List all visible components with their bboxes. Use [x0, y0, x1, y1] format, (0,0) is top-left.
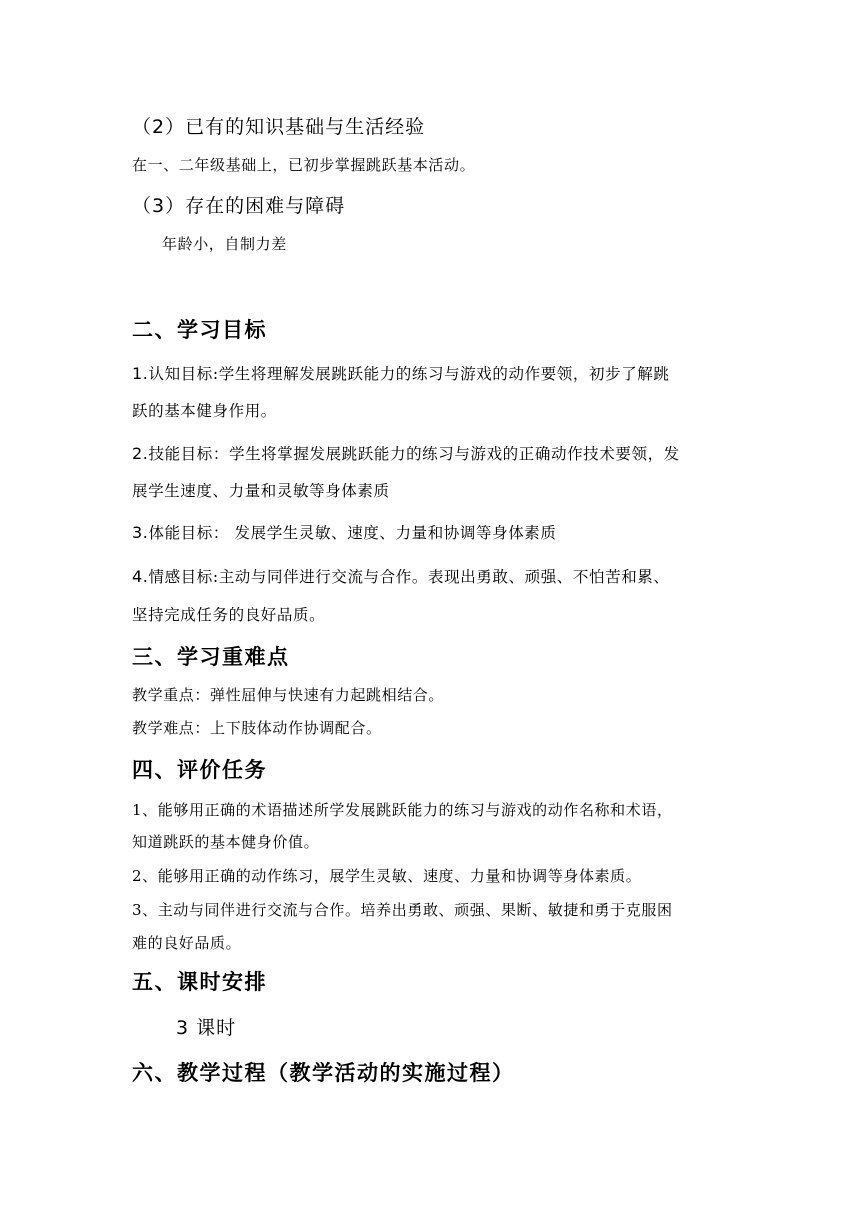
goal-item-2-continuation: 展学生速度、力量和灵敏等身体素质 [132, 482, 390, 500]
goal-text: 情感目标:主动与同伴进行交流与合作。表现出勇敢、顽强、不怕苦和累、 [148, 568, 670, 586]
goal-item-3 [132, 525, 557, 542]
goal-number: 3. [132, 523, 149, 542]
goal-number: 4. [132, 567, 149, 586]
evaluation-item-1-continuation: 知道跳跃的基本健身价值。 [132, 833, 320, 851]
evaluation-item-3-continuation: 难的良好品质。 [132, 934, 242, 952]
prior-knowledge-heading: （2）已有的知识基础与生活经验 [132, 116, 426, 138]
prior-knowledge-text: 在一、二年级基础上，已初步掌握跳跃基本活动。 [132, 156, 476, 174]
goal-item-4-continuation: 坚持完成任务的良好品质。 [132, 606, 326, 624]
goal-text: 技能目标：学生将掌握发展跳跃能力的练习与游戏的正确动作技术要领，发 [148, 445, 680, 463]
teaching-focus: 教学重点：弹性屈伸与快速有力起跳相结合。 [132, 686, 445, 704]
evaluation-item-1: 1、能够用正确的术语描述所学发展跳跃能力的练习与游戏的动作名称和术语， [132, 801, 673, 819]
goal-item-1 [132, 366, 670, 383]
learning-goals-heading: 二、学习目标 [132, 318, 267, 342]
evaluation-item-3: 3、主动与同伴进行交流与合作。培养出勇敢、顽强、果断、敏捷和勇于克服困 [132, 901, 673, 919]
goal-text: 体能目标： 发展学生灵敏、速度、力量和协调等身体素质 [148, 524, 557, 542]
teaching-difficulty: 教学难点：上下肢体动作协调配合。 [132, 719, 382, 737]
obstacles-text: 年龄小，自制力差 [162, 235, 287, 253]
goal-text: 认知目标:学生将理解发展跳跃能力的练习与游戏的动作要领，初步了解跳 [148, 365, 670, 383]
process-heading: 六、教学过程（教学活动的实施过程） [132, 1061, 515, 1085]
goal-item-2 [132, 446, 680, 463]
goal-item-1-continuation: 跃的基本健身作用。 [132, 402, 277, 420]
goal-number: 1. [132, 364, 149, 383]
goal-number: 2. [132, 444, 149, 463]
goal-item-4 [132, 569, 670, 586]
obstacles-heading: （3）存在的困难与障碍 [132, 195, 346, 217]
schedule-value: 3 课时 [176, 1017, 237, 1039]
evaluation-item-2: 2、能够用正确的动作练习，展学生灵敏、速度、力量和协调等身体素质。 [132, 867, 642, 885]
evaluation-heading: 四、评价任务 [132, 758, 267, 782]
schedule-heading: 五、课时安排 [132, 970, 267, 994]
key-points-heading: 三、学习重难点 [132, 645, 290, 669]
